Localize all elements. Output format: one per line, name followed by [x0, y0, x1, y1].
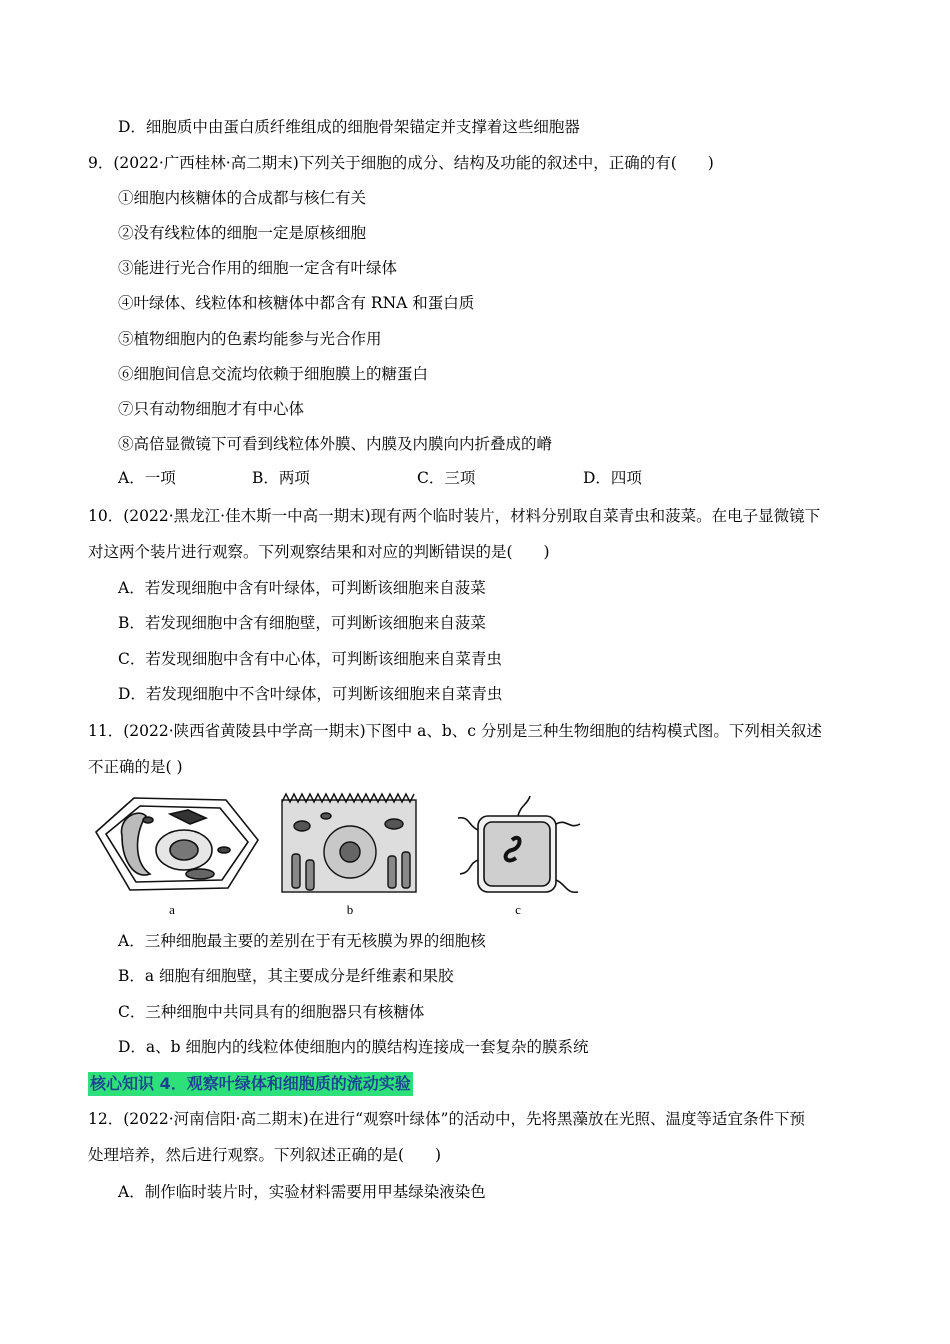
q11-stem-line1: 11．(2022·陕西省黄陵县中学高一期末)下图中 a、b、c 分别是三种生物细胞的结构模式图。下列相关叙述	[88, 722, 822, 740]
q10-stem-line2: 对这两个装片进行观察。下列观察结果和对应的判断错误的是( )	[88, 543, 550, 561]
q11-option-d: D．a、b 细胞内的线粒体使细胞内的膜结构连接成一套复杂的膜系统	[118, 1038, 589, 1056]
q9-statement-1: ①细胞内核糖体的合成都与核仁有关	[118, 189, 367, 207]
plant-cell-diagram-a	[96, 798, 258, 890]
q11-option-b: B．a 细胞有细胞壁，其主要成分是纤维素和果胶	[118, 967, 454, 985]
q12-option-a: A．制作临时装片时，实验材料需要用甲基绿染液染色	[118, 1183, 486, 1201]
figure-label-c: c	[515, 902, 521, 917]
q9-option-c: C．三项	[417, 469, 476, 487]
cell-diagrams-figure	[88, 790, 588, 918]
q11-option-c: C．三种细胞中共同具有的细胞器只有核糖体	[118, 1003, 425, 1021]
q11-stem-line2: 不正确的是( )	[88, 758, 183, 776]
bacterial-cell-diagram-c	[458, 796, 580, 892]
animal-cell-diagram-b	[282, 794, 416, 892]
q9-statement-8: ⑧高倍显微镜下可看到线粒体外膜、内膜及内膜向内折叠成的嵴	[118, 435, 553, 453]
q10-option-a: A．若发现细胞中含有叶绿体，可判断该细胞来自菠菜	[118, 579, 486, 597]
q9-option-b: B．两项	[252, 469, 310, 487]
q10-option-c: C．若发现细胞中含有中心体，可判断该细胞来自菜青虫	[118, 650, 502, 668]
section-heading-core-knowledge-4: 核心知识 4．观察叶绿体和细胞质的流动实验	[88, 1072, 413, 1096]
q10-stem-line1: 10．(2022·黑龙江·佳木斯一中高一期末)现有两个临时装片，材料分别取自菜青虫和菠菜。在电子显微镜下	[88, 507, 821, 525]
q10-option-b: B．若发现细胞中含有细胞壁，可判断该细胞来自菠菜	[118, 614, 486, 632]
q9-statement-2: ②没有线粒体的细胞一定是原核细胞	[118, 224, 367, 242]
q9-statement-5: ⑤植物细胞内的色素均能参与光合作用	[118, 330, 382, 348]
q9-statement-6: ⑥细胞间信息交流均依赖于细胞膜上的糖蛋白	[118, 365, 429, 383]
q8-option-d: D．细胞质中由蛋白质纤维组成的细胞骨架锚定并支撑着这些细胞器	[118, 118, 580, 136]
q9-option-a: A．一项	[118, 469, 176, 487]
q9-statement-7: ⑦只有动物细胞才有中心体	[118, 400, 305, 418]
q9-option-d: D．四项	[583, 469, 642, 487]
q9-statement-4: ④叶绿体、线粒体和核糖体中都含有 RNA 和蛋白质	[118, 294, 475, 312]
q12-stem-line2: 处理培养，然后进行观察。下列叙述正确的是( )	[88, 1146, 442, 1164]
q9-statement-3: ③能进行光合作用的细胞一定含有叶绿体	[118, 259, 398, 277]
cell-diagrams-svg	[88, 790, 588, 918]
q12-stem-line1: 12．(2022·河南信阳·高二期末)在进行“观察叶绿体”的活动中，先将黑藻放在光照、温度等适宜条件下预	[88, 1110, 805, 1128]
figure-label-a: a	[169, 902, 175, 917]
q11-option-a: A．三种细胞最主要的差别在于有无核膜为界的细胞核	[118, 932, 486, 950]
figure-label-b: b	[346, 902, 354, 917]
q9-stem: 9．(2022·广西桂林·高二期末)下列关于细胞的成分、结构及功能的叙述中，正确的有( )	[88, 154, 714, 172]
q10-option-d: D．若发现细胞中不含叶绿体，可判断该细胞来自菜青虫	[118, 685, 503, 703]
